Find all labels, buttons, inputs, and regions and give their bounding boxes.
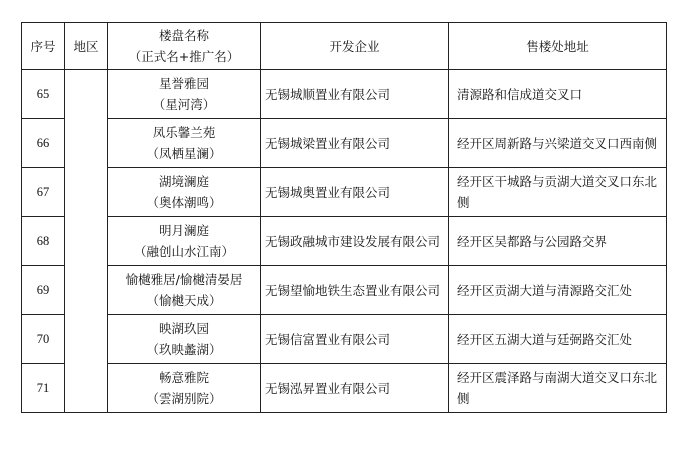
project-table [21,22,667,413]
table-row [22,168,667,217]
table-row [22,364,667,413]
row-name-promo: （玖映蠡湖） [146,342,222,357]
row-name-formal: 凤乐馨兰苑 [152,125,216,140]
row-address: 经开区震泽路与南湖大道交叉口东北侧 [449,364,667,413]
row-name [108,119,261,168]
row-name [108,315,261,364]
row-address: 经开区干城路与贡湖大道交叉口东北侧 [449,168,667,217]
row-name [108,217,261,266]
row-no: 71 [22,364,65,413]
row-address: 经开区吴都路与公园路交界 [449,217,667,266]
row-developer: 无锡城顺置业有限公司 [261,70,449,119]
row-no: 67 [22,168,65,217]
row-address: 经开区贡湖大道与清源路交汇处 [449,266,667,315]
row-name-formal: 湖境澜庭 [158,174,209,189]
table-row [22,70,667,119]
header-row [22,23,667,70]
header-area: 地区 [65,23,108,70]
row-name-formal: 星誉雅园 [158,76,209,91]
table-row [22,266,667,315]
row-name-promo: （融创山水江南） [133,244,234,259]
row-name-formal: 畅意雅院 [158,370,209,385]
header-name-line1: 楼盘名称 [158,28,209,43]
row-developer: 无锡城奥置业有限公司 [261,168,449,217]
area-cell [65,70,108,413]
row-name [108,364,261,413]
row-developer: 无锡城梁置业有限公司 [261,119,449,168]
row-name [108,70,261,119]
row-name-promo: （凤栖星澜） [146,146,222,161]
row-name-promo: （愉樾天成） [146,293,222,308]
row-name-formal: 明月澜庭 [158,223,209,238]
row-name-promo: （雲湖别院） [146,391,222,406]
row-name-formal: 映湖玖园 [158,321,209,336]
row-address: 清源路和信成道交叉口 [449,70,667,119]
row-developer: 无锡信富置业有限公司 [261,315,449,364]
header-name-line2: （正式名+推广名） [128,49,240,64]
table-row [22,217,667,266]
row-developer: 无锡政融城市建设发展有限公司 [261,217,449,266]
row-name [108,266,261,315]
row-name-promo: （奥体潮鸣） [146,195,222,210]
row-address: 经开区周新路与兴梁道交叉口西南侧 [449,119,667,168]
row-no: 66 [22,119,65,168]
table-row [22,119,667,168]
row-address: 经开区五湖大道与廷弼路交汇处 [449,315,667,364]
row-no: 65 [22,70,65,119]
row-no: 68 [22,217,65,266]
row-developer: 无锡泓昇置业有限公司 [261,364,449,413]
row-no: 70 [22,315,65,364]
row-name-formal: 愉樾雅居/愉樾清晏居 [125,272,243,287]
row-developer: 无锡望愉地铁生态置业有限公司 [261,266,449,315]
row-name-promo: （星河湾） [152,97,216,112]
header-no: 序号 [22,23,65,70]
header-developer: 开发企业 [261,23,449,70]
header-address: 售楼处地址 [449,23,667,70]
row-no: 69 [22,266,65,315]
table-row [22,315,667,364]
row-name [108,168,261,217]
header-name [108,23,261,70]
